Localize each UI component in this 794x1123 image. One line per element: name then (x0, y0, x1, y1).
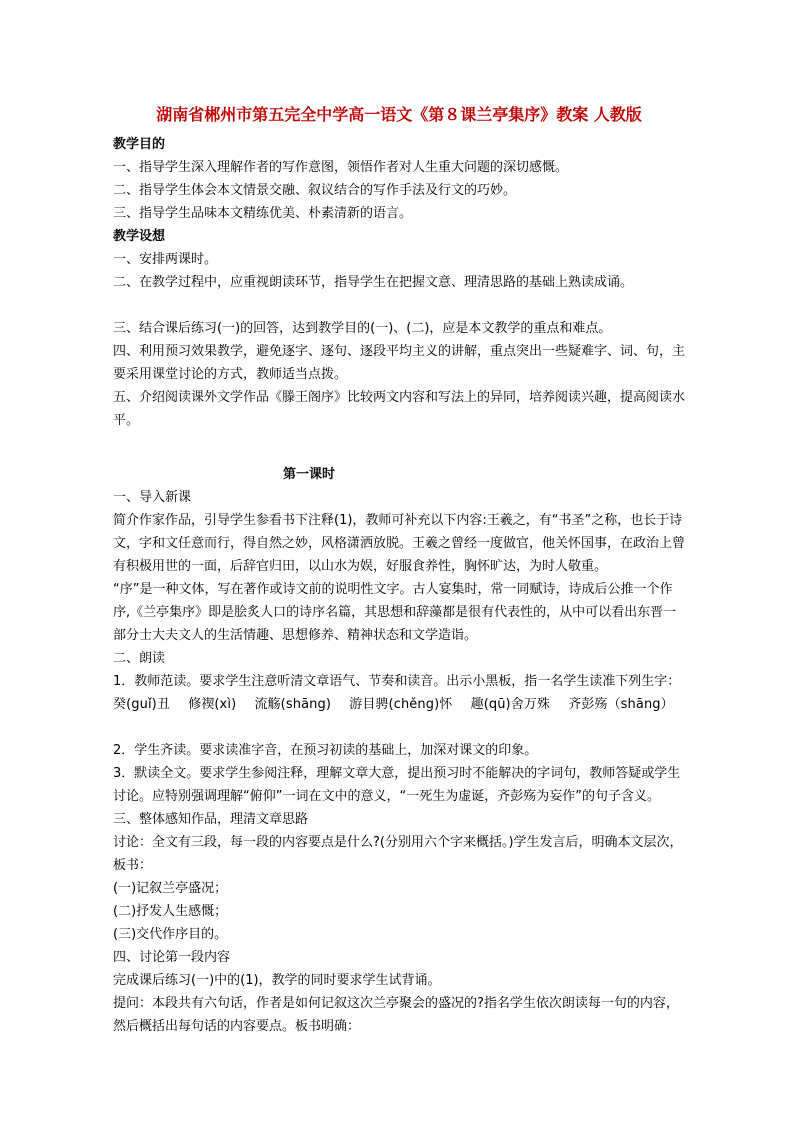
overview-point: (二)抒发人生感慨； (113, 904, 228, 919)
objective-item: 三、指导学生品味本文精练优美、朴素清新的语言。 (113, 206, 413, 221)
pronunciation-item: 趣(qū)舍万殊 (470, 697, 551, 712)
design-item: 四、利用预习效果教学，避免逐字、逐句、逐段平均主义的讲解，重点突出一些疑难字、词、句，主要采用课堂讨论的方式，教师适当点拨。 (113, 344, 686, 382)
spacer (113, 716, 685, 739)
spacer (113, 294, 685, 317)
overview-point: (一)记叙兰亭盛况； (113, 881, 228, 896)
document-page (113, 103, 685, 1038)
document-title: 湖南省郴州市第五完全中学高一语文《第８课兰亭集序》教案 人教版 (156, 105, 642, 124)
design-item: 三、结合课后练习(一)的回答，达到教学目的(一)、(二)，应是本文教学的重点和难点。 (113, 321, 612, 336)
reading-step: 3．默读全文。要求学生参阅注释，理解文章大意，提出预习时不能解决的字词句，教师答疑或学生讨论。应特别强调理解“俯仰”一词在文中的意义，“一死生为虚诞，齐彭殇为妄作”的句子含义。 (113, 766, 681, 804)
design-item: 一、安排两课时。 (113, 252, 218, 267)
reading-heading: 二、朗读 (113, 651, 166, 666)
overview-text: 讨论：全文有三段，每一段的内容要点是什么?(分别用六个字来概括。)学生发言后，明确本文层次，板书： (113, 835, 683, 873)
design-heading: 教学设想 (113, 229, 166, 244)
discussion-heading: 四、讨论第一段内容 (113, 950, 231, 965)
pronunciation-list (113, 693, 685, 716)
intro-paragraph: “序”是一种文体，写在著作或诗文前的说明性文字。古人宴集时，常一同赋诗，诗成后公推一个作序,《兰亭集序》即是脍炙人口的诗序名篇，其思想和辞藻都是很有代表性的，从中可以看出东晋一部分士大夫文人的生活情趣、思想修养、精神状态和文学造诣。 (113, 582, 677, 643)
pronunciation-item: 癸(guǐ)丑 (113, 697, 170, 712)
objective-item: 一、指导学生深入理解作者的写作意图，领悟作者对人生重大问题的深切感慨。 (113, 160, 569, 175)
discussion-line: 提问：本段共有六句话，作者是如何记叙这次兰亭聚会的盛况的?指名学生依次朗读每一句的内容，然后概括出每句话的内容要点。板书明确： (113, 996, 679, 1034)
reading-step: 2．学生齐读。要求读准字音，在预习初读的基础上，加深对课文的印象。 (113, 743, 538, 758)
lesson-one-title: 第一课时 (283, 467, 336, 482)
spacer (113, 432, 685, 463)
discussion-line: 完成课后练习(一)中的(1)，教学的同时要求学生试背诵。 (113, 973, 441, 988)
intro-paragraph: 简介作家作品，引导学生参看书下注释(1)，教师可补充以下内容:王羲之，有“书圣”之称，也长于诗文，字和文任意而行，得自然之妙，风格潇洒放脱。王羲之曾经一度做官，他关怀国事，在政治上曾有积极用世的一面，后辞官归田，以山水为娱，好服食养性，胸怀旷达，为时人敬重。 (113, 513, 686, 574)
design-item: 二、在教学过程中，应重视朗读环节，指导学生在把握文意、理清思路的基础上熟读成诵。 (113, 275, 634, 290)
pronunciation-item: 修禊(xì) (188, 697, 237, 712)
objectives-heading: 教学目的 (113, 137, 166, 152)
overview-heading: 三、整体感知作品，理清文章思路 (113, 812, 309, 827)
pronunciation-item: 齐彭殇（shāng） (568, 697, 674, 712)
objective-item: 二、指导学生体会本文情景交融、叙议结合的写作手法及行文的巧妙。 (113, 183, 517, 198)
reading-step: 1．教师范读。要求学生注意听清文章语气、节奏和读音。出示小黑板，指一名学生读准下列生字： (113, 674, 681, 689)
pronunciation-item: 游目骋(chěng)怀 (349, 697, 453, 712)
design-item: 五、介绍阅读课外文学作品《滕王阁序》比较两文内容和写法上的异同，培养阅读兴趣，提高阅读水平。 (113, 390, 686, 428)
pronunciation-item: 流觞(shāng) (254, 697, 331, 712)
overview-point: (三)交代作序目的。 (113, 927, 228, 942)
intro-heading: 一、导入新课 (113, 490, 192, 505)
